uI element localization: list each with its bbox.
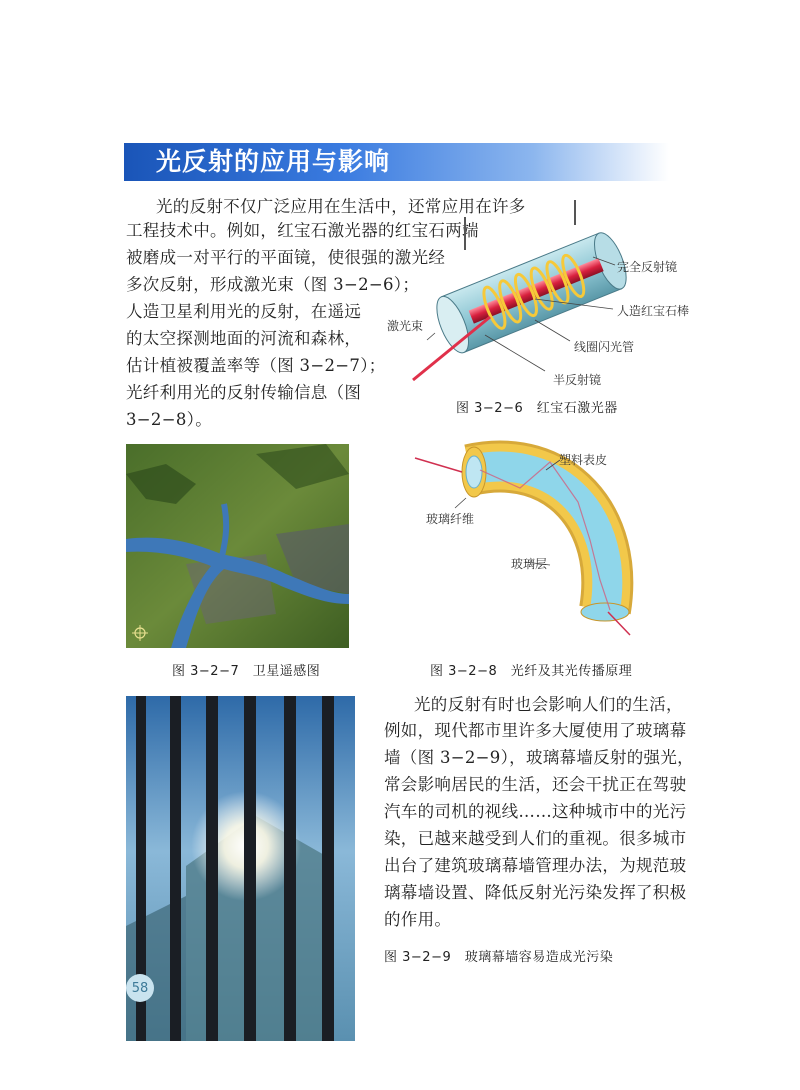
lower-line-4: 常会影响居民的生活，还会干扰正在驾驶 (384, 775, 687, 794)
intro-line-6: 的太空探测地面的河流和森林， (126, 329, 362, 348)
intro-line-4: 多次反射，形成激光束（图 3−2−6）； (126, 275, 420, 294)
caption-fig-3-2-7: 图 3−2−7 卫星遥感图 (172, 664, 321, 679)
lower-line-5: 汽车的司机的视线……这种城市中的光污 (384, 802, 687, 821)
label-glass-layer: 玻璃层 (511, 557, 548, 571)
intro-line-3: 被磨成一对平行的平面镜，使很强的激光经 (126, 248, 446, 267)
label-flash-tube: 线圈闪光管 (574, 340, 635, 354)
intro-line-2: 工程技术中。例如，红宝石激光器的红宝石两端 (126, 221, 479, 240)
incident-ray (415, 458, 462, 472)
intro-line-9: 3−2−8）。 (126, 410, 212, 429)
satellite-image (126, 444, 349, 648)
glass-curtain-wall-photo (126, 696, 355, 1041)
label-ruby-rod: 人造红宝石棒 (617, 304, 690, 318)
caption-fig-3-2-6: 图 3−2−6 红宝石激光器 (456, 401, 618, 416)
label-full-mirror: 完全反射镜 (617, 260, 678, 274)
lower-line-7: 出台了建筑玻璃幕墙管理办法，为规范玻 (384, 856, 687, 875)
ruby-laser-figure (395, 195, 695, 395)
page-number: 58 (126, 974, 154, 1002)
label-glass-fiber: 玻璃纤维 (426, 512, 475, 526)
section-title: 光反射的应用与影响 (156, 147, 391, 176)
optical-fiber-figure (400, 440, 660, 650)
label-half-mirror: 半反射镜 (553, 373, 602, 387)
lower-line-1: 光的反射有时也会影响人们的生活， (414, 695, 683, 714)
lower-line-2: 例如，现代都市里许多大厦使用了玻璃幕 (384, 721, 687, 740)
lower-line-3: 墙（图 3−2−9），玻璃幕墙反射的强光， (384, 748, 694, 767)
lower-line-9: 的作用。 (384, 910, 452, 929)
fiber-end-bottom (581, 603, 629, 621)
intro-line-8: 光纤利用光的反射传输信息（图 (126, 383, 362, 402)
label-plastic-skin: 塑料表皮 (559, 453, 608, 467)
caption-fig-3-2-8: 图 3−2−8 光纤及其光传播原理 (430, 664, 633, 679)
label-laser-beam: 激光束 (387, 319, 424, 333)
lower-line-8: 璃幕墙设置、降低反射光污染发挥了积极 (384, 883, 687, 902)
lower-line-6: 染，已越来越受到人们的重视。很多城市 (384, 829, 687, 848)
intro-line-5: 人造卫星利用光的反射，在遥远 (126, 302, 362, 321)
intro-line-7: 估计植被覆盖率等（图 3−2−7）； (126, 356, 386, 375)
caption-fig-3-2-9: 图 3−2−9 玻璃幕墙容易造成光污染 (384, 950, 614, 965)
intro-line-1: 光的反射不仅广泛应用在生活中，还常应用在许多 (156, 197, 526, 216)
